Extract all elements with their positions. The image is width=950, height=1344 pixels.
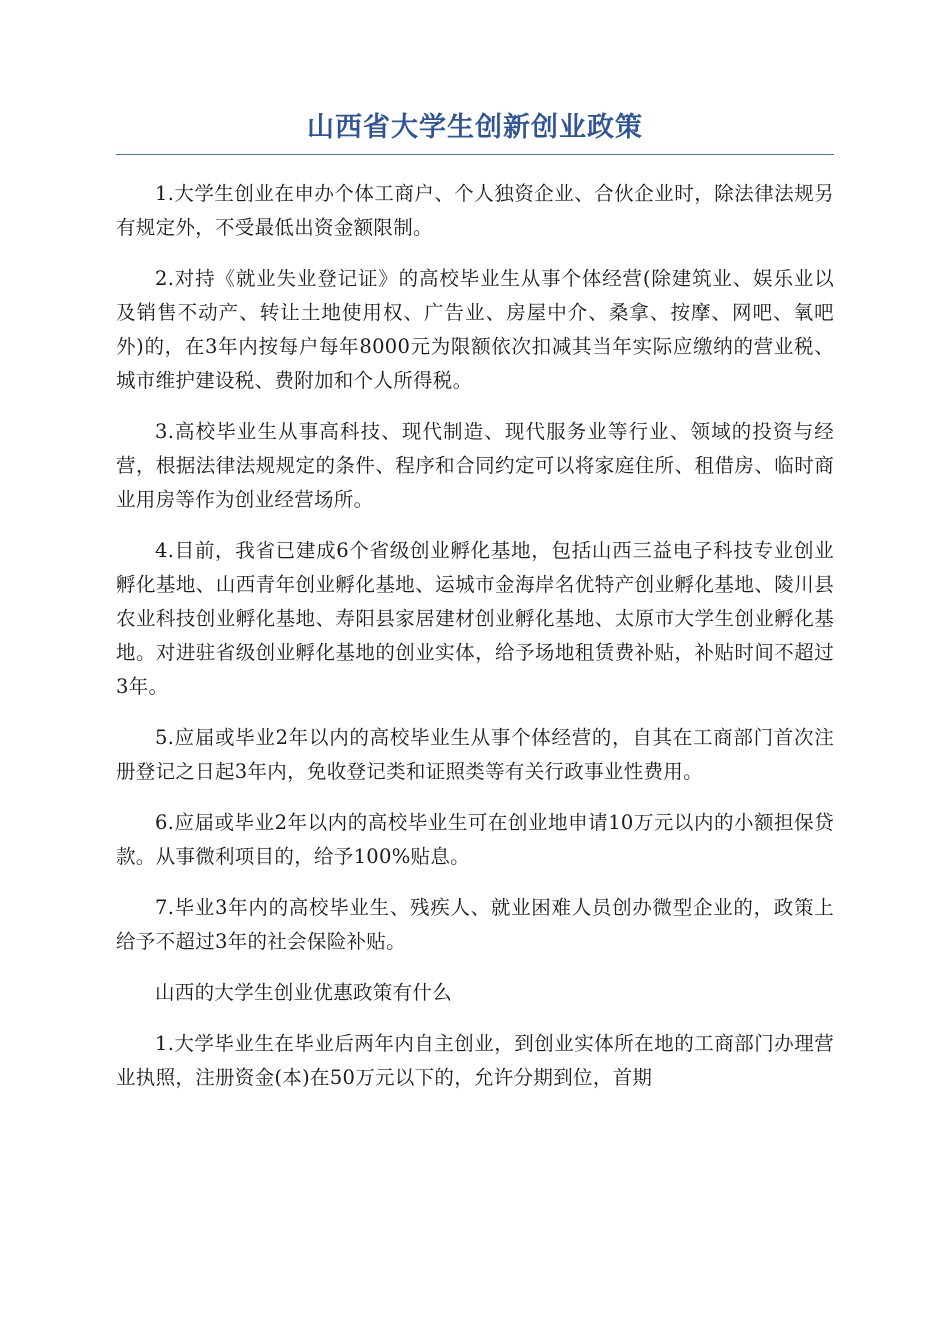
paragraph: 2.对持《就业失业登记证》的高校毕业生从事个体经营(除建筑业、娱乐业以及销售不动产、转让土地使用权、广告业、房屋中介、桑拿、按摩、网吧、氧吧外)的，在3年内按每户每年8000元为限额依次扣减其当年实际应缴纳的营业税、城市维护建设税、费附加和个人所得税。	[116, 267, 834, 392]
paragraph: 6.应届或毕业2年以内的高校毕业生可在创业地申请10万元以内的小额担保贷款。从事微利项目的，给予100%贴息。	[116, 811, 834, 868]
document-title: 山西省大学生创新创业政策	[307, 112, 643, 143]
document-page	[116, 108, 834, 1112]
paragraph: 1.大学毕业生在毕业后两年内自主创业，到创业实体所在地的工商部门办理营业执照，注册资金(本)在50万元以下的，允许分期到位，首期	[116, 1032, 834, 1089]
paragraph: 3.高校毕业生从事高科技、现代制造、现代服务业等行业、领域的投资与经营，根据法律法规规定的条件、程序和合同约定可以将家庭住所、租借房、临时商业用房等作为创业经营场所。	[116, 420, 834, 511]
paragraph: 4.目前，我省已建成6个省级创业孵化基地，包括山西三益电子科技专业创业孵化基地、山西青年创业孵化基地、运城市金海岸名优特产创业孵化基地、陵川县农业科技创业孵化基地、寿阳县家居建材创业孵化基地、太原市大学生创业孵化基地。对进驻省级创业孵化基地的创业实体，给予场地租赁费补贴，补贴时间不超过3年。	[116, 539, 834, 698]
document-body	[116, 177, 834, 1095]
paragraph: 7.毕业3年内的高校毕业生、残疾人、就业困难人员创办微型企业的，政策上给予不超过3年的社会保险补贴。	[116, 896, 834, 953]
title-underline	[116, 154, 834, 155]
section-heading: 山西的大学生创业优惠政策有什么	[155, 981, 453, 1004]
paragraph: 5.应届或毕业2年以内的高校毕业生从事个体经营的，自其在工商部门首次注册登记之日起3年内，免收登记类和证照类等有关行政事业性费用。	[116, 726, 834, 783]
paragraph: 1.大学生创业在申办个体工商户、个人独资企业、合伙企业时，除法律法规另有规定外，不受最低出资金额限制。	[116, 182, 834, 239]
